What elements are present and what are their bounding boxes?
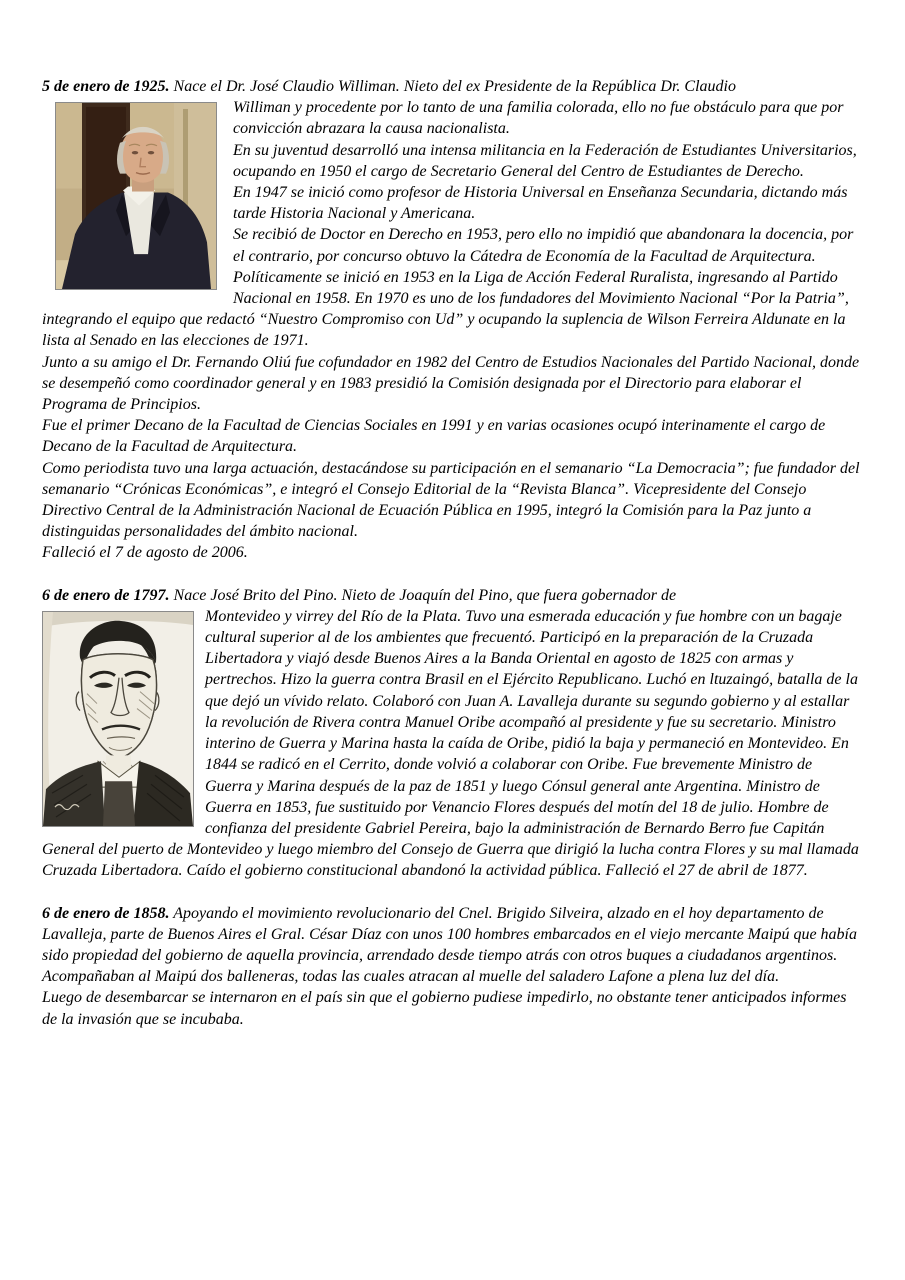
paragraph: Junto a su amigo el Dr. Fernando Oliú fue cofundador en 1982 del Centro de Estudios Nacionales del Partido Nacional, donde se desempeñó como coordinador general y en 1983 presidió la Comisión designada por el Directorio para elaborar el Programa de Principios.: [42, 353, 860, 414]
paragraph: Montevideo y virrey del Río de la Plata. Tuvo una esmerada educación y fue hombre con un bagaje cultural superior al de los ambientes que frecuentó. Participó en la preparación de la Cruzada Libertadora y viajó desde Buenos Aires a la Banda Oriental en agosto de 1825 con armas y pertrechos. Hizo la guerra contra Brasil en el Ejército Republicano. Luchó en ltuzaingó, batalla de la que dejó un vívido relato. Colaboró con Juan A. Lavalleja durante su segundo gobierno y al estallar la revolución de Rivera contra Manuel Oribe acompañó al presidente y fue su secretario. Ministro interino de Guerra y Marina hasta la caída de Oribe, pidió la baja y permaneció en Montevideo. En 1844 se radicó en el Cerrito, donde volvió a colaborar con Oribe. Fue brevemente Ministro de Guerra y Marina después de la paz de 1851 y luego Cónsul general ante Argentina. Ministro de Guerra en 1853, fue sustituido por Venancio Flores después del motín del 18 de julio. Hombre de confianza del presidente Gabriel Pereira, bajo la administración de Bernardo Berro fue Capitán General del puerto de Montevideo y luego miembro del Consejo de Guerra que dirigió la lucha contra Flores y su mal llamada Cruzada Libertadora. Caído el gobierno constitucional abandonó la actividad pública. Falleció el 27 de abril de 1877.: [42, 607, 859, 880]
paragraph: En 1947 se inició como profesor de Historia Universal en Enseñanza Secundaria, dictando más tarde Historia Nacional y Americana.: [233, 184, 848, 223]
entry-1797: [42, 585, 862, 882]
entry-heading: [42, 585, 862, 606]
brito-del-pino-engraving-illustration: [43, 612, 193, 826]
paragraph: Acompañaban al Maipú dos balleneras, todas las cuales atracan al muelle del saladero Lafone a plena luz del día.: [42, 968, 780, 986]
paragraph: Se recibió de Doctor en Derecho en 1953, pero ello no impidió que abandonara la docencia, por el contrario, por concurso obtuvo la Cátedra de Economía de la Facultad de Arquitectura.: [233, 226, 854, 265]
entry-lead: Nace el Dr. José Claudio Williman. Nieto del ex Presidente de la República Dr. Claudio: [173, 78, 736, 95]
paragraph: Falleció el 7 de agosto de 2006.: [42, 544, 248, 562]
entry-lead: Nace José Brito del Pino. Nieto de Joaquín del Pino, que fuera gobernador de: [173, 586, 677, 604]
paragraph: Como periodista tuvo una larga actuación, destacándose su participación en el semanario “La Democracia”; fue fundador del semanario “Crónicas Económicas”, e integró el Consejo Editorial de la “Revista Blanca”. Vicepresidente del Consejo Directivo Central de la Administración Nacional de Ecuación Pública en 1995, integró la Comisión para la Paz junto a distinguidas personalidades del ámbito nacional.: [42, 459, 860, 541]
williman-photo: [55, 102, 217, 290]
brito-del-pino-engraving: [42, 611, 194, 827]
entry-1925: [42, 76, 862, 564]
paragraph: Fue el primer Decano de la Facultad de Ciencias Sociales en 1991 y en varias ocasiones ocupó interinamente el cargo de Decano de la Facultad de Arquitectura.: [42, 417, 826, 456]
entry-date: 5 de enero de 1925.: [42, 78, 170, 95]
paragraph: Políticamente se inició en 1953 en la Liga de Acción Federal Ruralista, ingresando al Partido Nacional en 1958. En 1970 es uno de los fundadores del Movimiento Nacional “Por la Patria”, integrando el equipo que redactó “Nuestro Compromiso con Ud” y ocupando la suplencia de Wilson Ferreira Aldunate en la lista al Senado en las elecciones de 1971.: [42, 268, 849, 350]
entry-lead: Apoyando el movimiento revolucionario del Cnel. Brigido Silveira, alzado en el hoy departamento de Lavalleja, parte de Buenos Aires el Gral. César Díaz con unos 100 hombres embarcados en el viejo mercante Maipú que había sido propiedad del gobierno de aquella provincia, arrendado desde tiempo atrás con otros buques a ciudadanos argentinos.: [42, 904, 857, 964]
entry-1858: [42, 903, 862, 1030]
williman-photo-illustration: [56, 103, 216, 289]
paragraph: En su juventud desarrolló una intensa militancia en la Federación de Estudiantes Universitarios, ocupando en 1950 el cargo de Secretario General del Centro de Estudiantes de Derecho.: [233, 141, 857, 180]
entry-heading: [42, 903, 862, 967]
entry-date: 6 de enero de 1858.: [42, 904, 170, 922]
entry-heading: [42, 76, 862, 97]
entry-date: 6 de enero de 1797.: [42, 586, 170, 604]
paragraph: Williman y procedente por lo tanto de una familia colorada, ello no fue obstáculo para que por convicción abrazara la causa nacionalista.: [233, 99, 844, 138]
paragraph: Luego de desembarcar se internaron en el país sin que el gobierno pudiese impedirlo, no obstante tener anticipados informes de la invasión que se incubaba.: [42, 989, 847, 1028]
